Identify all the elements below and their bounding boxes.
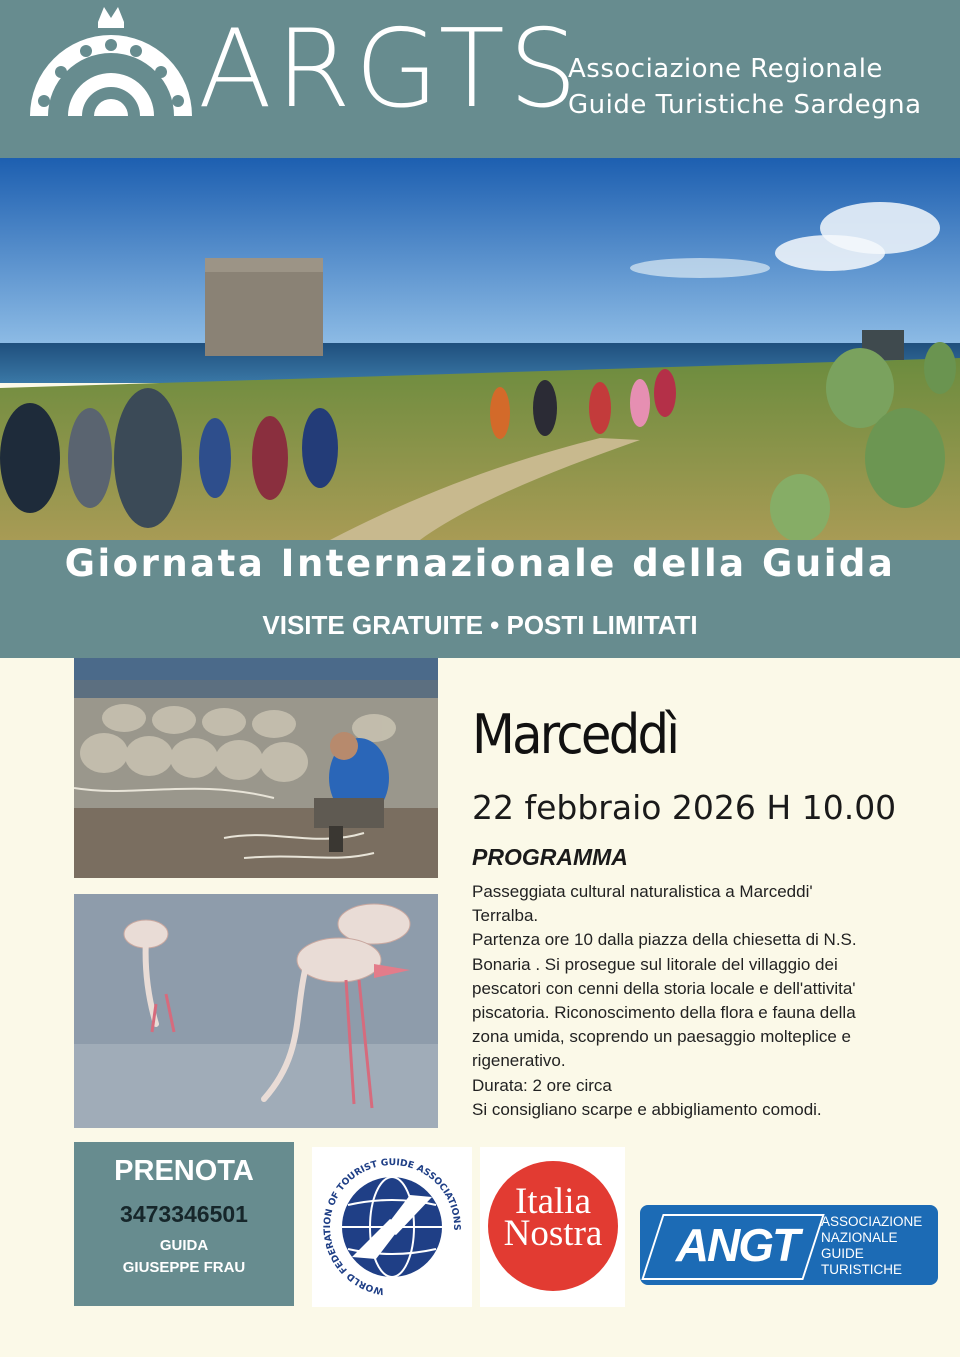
header-bar xyxy=(0,0,960,158)
angt-name-line: ASSOCIAZIONE xyxy=(821,1214,923,1229)
program-line: Bonaria . Si prosegue sul litorale del villaggio dei xyxy=(472,954,838,974)
event-datetime: 22 febbraio 2026 H 10.00 xyxy=(472,788,897,827)
fisherman-photo xyxy=(74,658,438,878)
angt-wordmark: ANGT xyxy=(675,1219,799,1271)
angt-logo xyxy=(640,1205,938,1285)
angt-name-line: TURISTICHE xyxy=(821,1262,902,1277)
program-line: piscatoria. Riconoscimento della flora e fauna della xyxy=(472,1003,856,1023)
crown-logo-icon xyxy=(28,4,194,120)
program-line: Terralba. xyxy=(472,906,539,926)
event-subtitle: VISITE GRATUITE • POSTI LIMITATI xyxy=(262,610,698,640)
program-line: pescatori con cenni della storia locale e dell'attivita' xyxy=(472,978,856,998)
angt-name-line: GUIDE xyxy=(821,1246,864,1261)
event-title: Giornata Internazionale della Guida xyxy=(64,542,896,585)
wftga-ring-text: WORLD FEDERATION OF TOURIST GUIDE ASSOCIATIONS xyxy=(322,1156,463,1297)
logo-wordmark: ARGTS xyxy=(198,7,582,132)
association-name-line2: Guide Turistiche Sardegna xyxy=(568,90,922,120)
hero-photo xyxy=(0,158,960,540)
italia-nostra-logo xyxy=(480,1147,625,1307)
angt-name-line: NAZIONALE xyxy=(821,1230,898,1245)
program-line: Passeggiata cultural naturalistica a Marceddi' xyxy=(472,882,813,901)
program-line: Durata: 2 ore circa xyxy=(472,1075,612,1095)
italia-nostra-line1: Italia xyxy=(514,1181,591,1222)
booking-box xyxy=(74,1142,294,1306)
program-line: Partenza ore 10 dalla piazza della chiesetta di N.S. xyxy=(472,930,857,950)
booking-title: PRENOTA xyxy=(114,1155,254,1187)
globe-hands-icon xyxy=(312,1147,472,1307)
program-description xyxy=(472,880,942,1122)
program-line: Si consigliano scarpe e abbigliamento comodi. xyxy=(472,1099,822,1119)
booking-phone: 3473346501 xyxy=(120,1201,248,1227)
angt-name xyxy=(821,1214,922,1278)
wftga-logo xyxy=(312,1147,472,1307)
event-location: Marceddì xyxy=(472,703,678,766)
program-heading: PROGRAMMA xyxy=(472,844,628,870)
guide-label: GUIDA xyxy=(159,1237,209,1254)
italia-nostra-line2: Nostra xyxy=(503,1213,603,1254)
flamingos-photo xyxy=(74,894,438,1128)
program-line: rigenerativo. xyxy=(472,1051,566,1071)
program-line: zona umida, scoprendo un paesaggio molteplice e xyxy=(472,1027,851,1047)
association-name-line1: Associazione Regionale xyxy=(568,54,883,84)
guide-name: GIUSEPPE FRAU xyxy=(122,1259,246,1276)
